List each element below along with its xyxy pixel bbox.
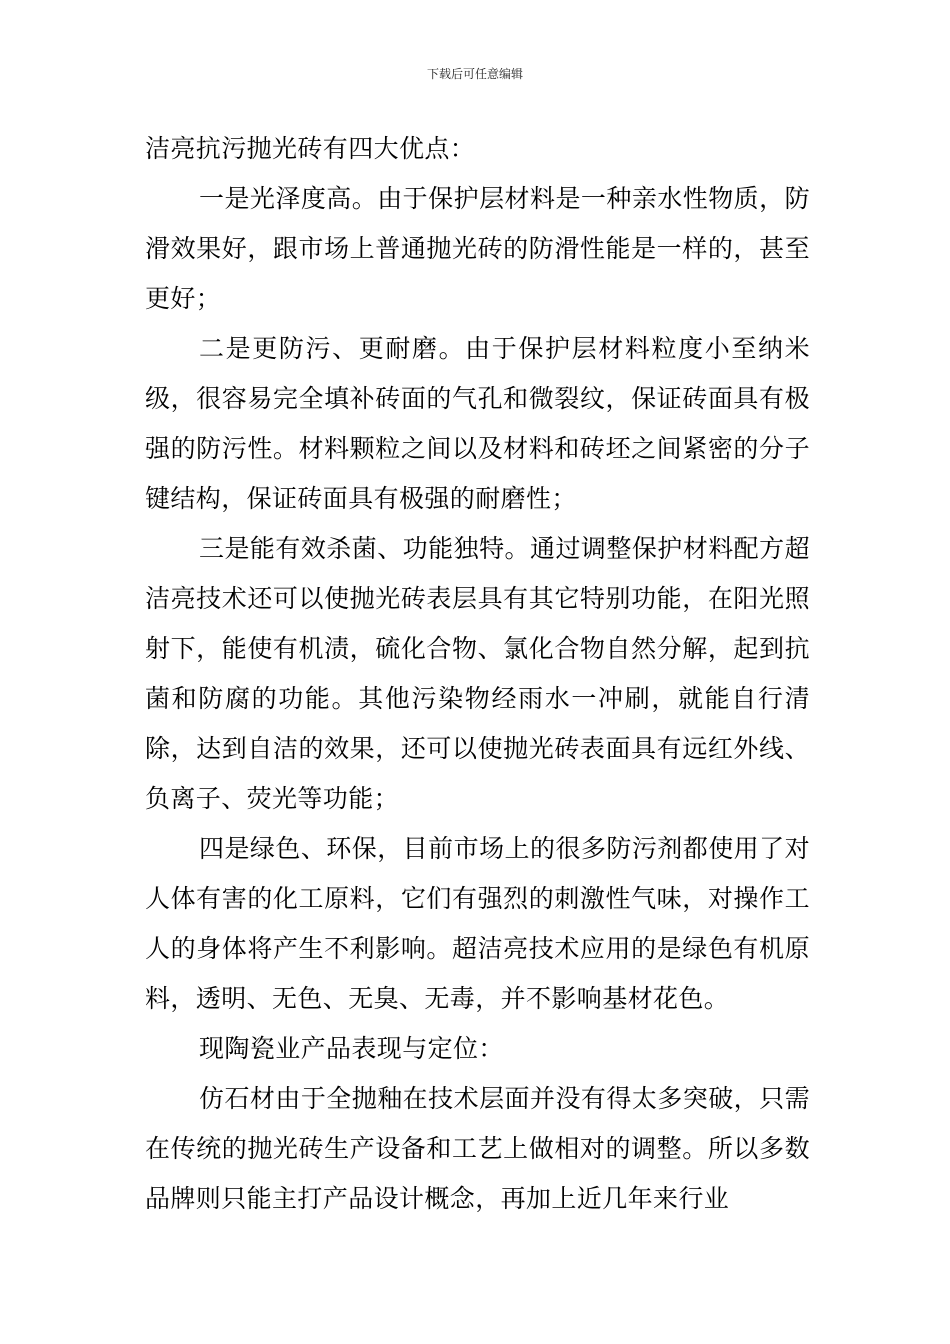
paragraph-advantage-3: 三是能有效杀菌、功能独特。通过调整保护材料配方超洁亮技术还可以使抛光砖表层具有其它特别功能，在阳光照射下，能使有机渍，硫化合物、氯化合物自然分解，起到抗菌和防腐的功能。其他污染物经雨水一冲刷，就能自行清除，达到自洁的效果，还可以使抛光砖表面具有远红外线、负离子、荧光等功能；: [145, 534, 810, 813]
paragraph-intro: 洁亮抗污抛光砖有四大优点：: [145, 134, 476, 163]
paragraph-stone-imitation: 仿石材由于全抛釉在技术层面并没有得太多突破，只需在传统的抛光砖生产设备和工艺上做相对的调整。所以多数品牌则只能主打产品设计概念，再加上近几年来行业: [145, 1084, 810, 1213]
paragraph-section-heading: 现陶瓷业产品表现与定位：: [199, 1034, 504, 1063]
paragraph-advantage-1: 一是光泽度高。由于保护层材料是一种亲水性物质，防滑效果好，跟市场上普通抛光砖的防滑性能是一样的，甚至更好；: [145, 184, 810, 313]
document-body: [145, 124, 810, 1224]
page-header: 下载后可任意编辑: [426, 67, 523, 81]
paragraph-advantage-2: 二是更防污、更耐磨。由于保护层材料粒度小至纳米级，很容易完全填补砖面的气孔和微裂纹，保证砖面具有极强的防污性。材料颗粒之间以及材料和砖坯之间紧密的分子键结构，保证砖面具有极强的耐磨性；: [145, 334, 810, 513]
paragraph-advantage-4: 四是绿色、环保，目前市场上的很多防污剂都使用了对人体有害的化工原料，它们有强烈的刺激性气味，对操作工人的身体将产生不利影响。超洁亮技术应用的是绿色有机原料，透明、无色、无臭、无毒，并不影响基材花色。: [145, 834, 810, 1013]
